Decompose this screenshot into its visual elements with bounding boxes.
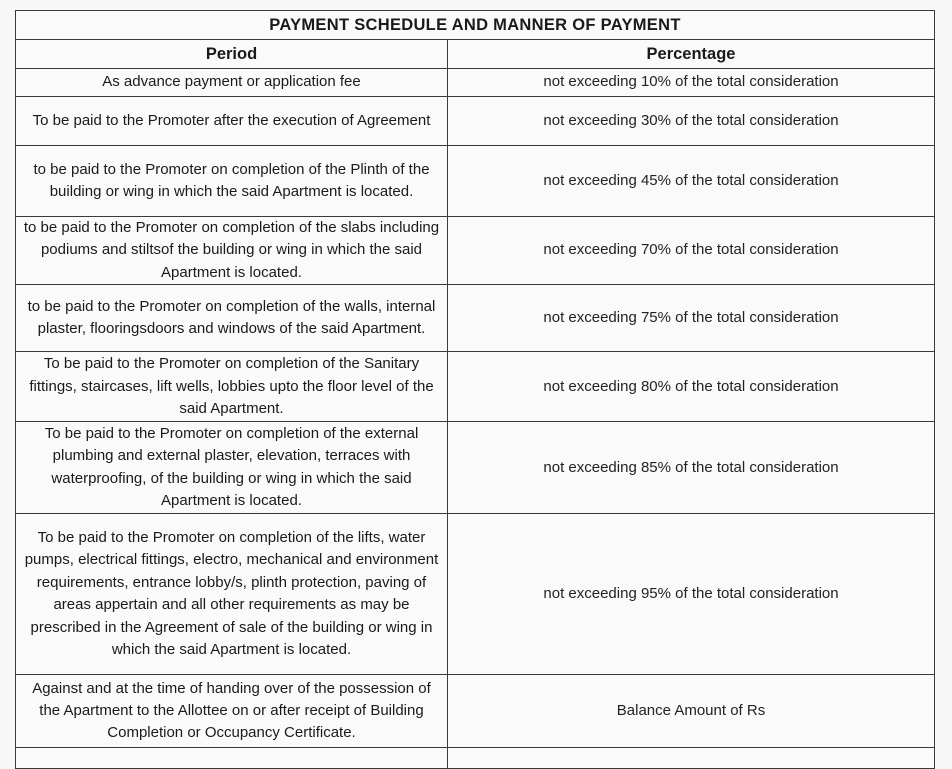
- period-cell: Against and at the time of handing over of the possession of the Apartment to the Allottee on or after receipt of Building Completion or Occupancy Certificate.: [16, 675, 448, 748]
- table-row-partial: [16, 748, 935, 769]
- period-cell: to be paid to the Promoter on completion of the walls, internal plaster, flooringsdoors and windows of the said Apartment.: [16, 285, 448, 352]
- percentage-cell: not exceeding 30% of the total consideration: [448, 97, 935, 146]
- table-row: [16, 285, 935, 352]
- period-cell: As advance payment or application fee: [16, 69, 448, 97]
- percentage-cell: not exceeding 80% of the total consideration: [448, 352, 935, 422]
- table-row: [16, 352, 935, 422]
- table-title-row: [16, 11, 935, 40]
- period-cell: To be paid to the Promoter on completion of the Sanitary fittings, staircases, lift wells, lobbies upto the floor level of the said Apartment.: [16, 352, 448, 422]
- table-row: [16, 422, 935, 514]
- period-cell: To be paid to the Promoter on completion of the lifts, water pumps, electrical fittings, electro, mechanical and environment requirements, entrance lobby/s, plinth protection, paving of areas appertain and all other requirements as may be prescribed in the Agreement of sale of the building or wing in which the said Apartment is located.: [16, 514, 448, 675]
- table-row: [16, 217, 935, 285]
- period-cell: To be paid to the Promoter after the execution of Agreement: [16, 97, 448, 146]
- percentage-cell: not exceeding 85% of the total consideration: [448, 422, 935, 514]
- payment-schedule-document: [15, 10, 934, 769]
- percentage-cell: not exceeding 45% of the total consideration: [448, 146, 935, 217]
- percentage-cell: Balance Amount of Rs: [448, 675, 935, 748]
- table-row: [16, 675, 935, 748]
- table-row: [16, 97, 935, 146]
- percentage-cell: not exceeding 75% of the total consideration: [448, 285, 935, 352]
- percentage-cell: not exceeding 70% of the total consideration: [448, 217, 935, 285]
- period-cell: to be paid to the Promoter on completion of the slabs including podiums and stiltsof the building or wing in which the said Apartment is located.: [16, 217, 448, 285]
- column-header-period: Period: [16, 40, 448, 69]
- period-cell: To be paid to the Promoter on completion of the external plumbing and external plaster, elevation, terraces with waterproofing, of the building or wing in which the said Apartment is located.: [16, 422, 448, 514]
- table-row: [16, 514, 935, 675]
- table-row: [16, 146, 935, 217]
- empty-cell: [16, 748, 448, 769]
- percentage-cell: not exceeding 95% of the total consideration: [448, 514, 935, 675]
- column-header-percentage: Percentage: [448, 40, 935, 69]
- period-cell: to be paid to the Promoter on completion of the Plinth of the building or wing in which the said Apartment is located.: [16, 146, 448, 217]
- empty-cell: [448, 748, 935, 769]
- percentage-cell: not exceeding 10% of the total consideration: [448, 69, 935, 97]
- table-row: [16, 69, 935, 97]
- payment-schedule-table: [15, 10, 935, 769]
- table-title: PAYMENT SCHEDULE AND MANNER OF PAYMENT: [16, 11, 935, 40]
- table-header-row: [16, 40, 935, 69]
